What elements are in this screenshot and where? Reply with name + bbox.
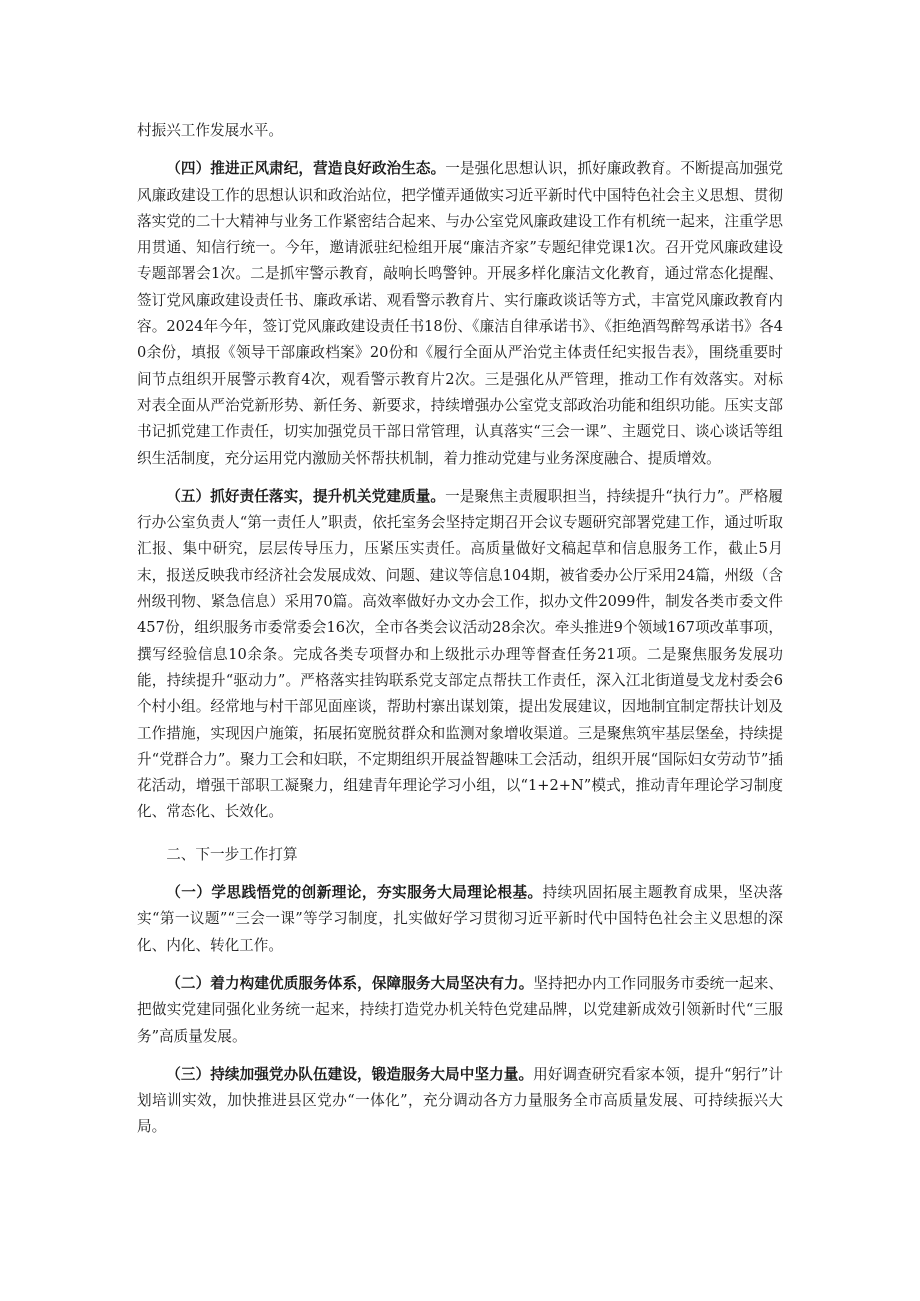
document-body xyxy=(137,118,783,1141)
paragraph-section-four xyxy=(137,156,783,472)
section-two-title-text: 二、下一步工作打算 xyxy=(166,845,298,863)
paragraph-plan-one xyxy=(137,880,783,959)
paragraph-plan-three xyxy=(137,1062,783,1141)
plan-two-body: 坚持把办内工作同服务市委统一起来、把做实党建同强化业务统一起来，持续打造党办机关特色党建品牌，以党建新成效引领新时代“三服务”高质量发展。 xyxy=(137,974,783,1045)
plan-three-heading: （三）持续加强党办队伍建设，锻造服务大局中坚力量。 xyxy=(166,1065,534,1083)
plan-one-heading: （一）学思践悟党的创新理论，夯实服务大局理论根基。 xyxy=(166,884,543,902)
plan-one-body: 持续巩固拓展主题教育成果，坚决落实“第一议题”“三会一课”等学习制度，扎实做好学习贯彻习近平新时代中国特色社会主义思想的深化、内化、转化工作。 xyxy=(137,884,783,954)
section-five-heading: （五）抓好责任落实，提升机关党建质量。 xyxy=(166,487,446,505)
continuation-paragraph xyxy=(137,118,783,144)
section-two-title xyxy=(137,842,783,868)
plan-three-body: 用好调查研究看家本领，提升“躬行”计划培训实效，加快推进县区党办“一体化”，充分调动各方力量服务全市高质量发展、可持续振兴大局。 xyxy=(137,1065,783,1136)
paragraph-plan-two xyxy=(137,971,783,1050)
section-four-heading: （四）推进正风肃纪，营造良好政治生态。 xyxy=(166,160,446,178)
paragraph-section-five xyxy=(137,484,783,826)
section-four-body: 一是强化思想认识，抓好廉政教育。不断提高加强党风廉政建设工作的思想认识和政治站位，把学懂弄通做实习近平新时代中国特色社会主义思想、贯彻落实党的二十大精神与业务工作紧密结合起来、与办公室党风廉政建设工作有机统一起来，注重学思用贯通、知信行统一。今年，邀请派驻纪检组开展“廉洁齐家”专题纪律党课1次。召开党风廉政建设专题部署会1次。二是抓牢警示教育，敲响长鸣警钟。开展多样化廉洁文化教育，通过常态化提醒、签订党风廉政建设责任书、廉政承诺、观看警示教育片、实行廉政谈话等方式，丰富党风廉政教育内容。2024年今年，签订党风廉政建设责任书18份、《廉洁自律承诺书》、《拒绝酒驾醉驾承诺书》各40余份，填报《领导干部廉政档案》20份和《履行全面从严治党主体责任纪实报告表》，围绕重要时间节点组织开展警示教育4次，观看警示教育片2次。三是强化从严管理，推动工作有效落实。对标对表全面从严治党新形势、新任务、新要求，持续增强办公室党支部政治功能和组织功能。压实支部书记抓党建工作责任，切实加强党员干部日常管理，认真落实“三会一课”、主题党日、谈心谈话等组织生活制度，充分运用党内激励关怀帮扶机制，着力推动党建与业务深度融合、提质增效。 xyxy=(137,160,783,467)
continuation-text: 村振兴工作发展水平。 xyxy=(137,122,283,139)
section-five-body: 一是聚焦主责履职担当，持续提升“执行力”。严格履行办公室负责人“第一责任人”职责，依托室务会坚持定期召开会议专题研究部署党建工作，通过听取汇报、集中研究，层层传导压力，压紧压实责任。高质量做好文稿起草和信息服务工作，截止5月末，报送反映我市经济社会发展成效、问题、建议等信息104期，被省委办公厅采用24篇，州级（含州级刊物、紧急信息）采用70篇。高效率做好办文办会工作，拟办文件2099件，制发各类市委文件457份，组织服务市委常委会16次，全市各类会议活动28余次。牵头推进9个领域167项改革事项，撰写经验信息10余条。完成各类专项督办和上级批示办理等督查任务21项。二是聚焦服务发展功能，持续提升“驱动力”。严格落实挂钩联系党支部定点帮扶工作责任，深入江北街道曼戈龙村委会6个村小组。经常地与村干部见面座谈，帮助村寨出谋划策，提出发展建议，因地制宜制定帮扶计划及工作措施，实现因户施策，拓展拓宽脱贫群众和监测对象增收渠道。三是聚焦筑牢基层堡垒，持续提升“党群合力”。聚力工会和妇联，不定期组织开展益智趣味工会活动，组织开展“国际妇女劳动节”插花活动，增强干部职工凝聚力，组建青年理论学习小组，以“1+2+N”模式，推动青年理论学习制度化、常态化、长效化。 xyxy=(137,487,783,821)
plan-two-heading: （二）着力构建优质服务体系，保障服务大局坚决有力。 xyxy=(166,974,534,992)
